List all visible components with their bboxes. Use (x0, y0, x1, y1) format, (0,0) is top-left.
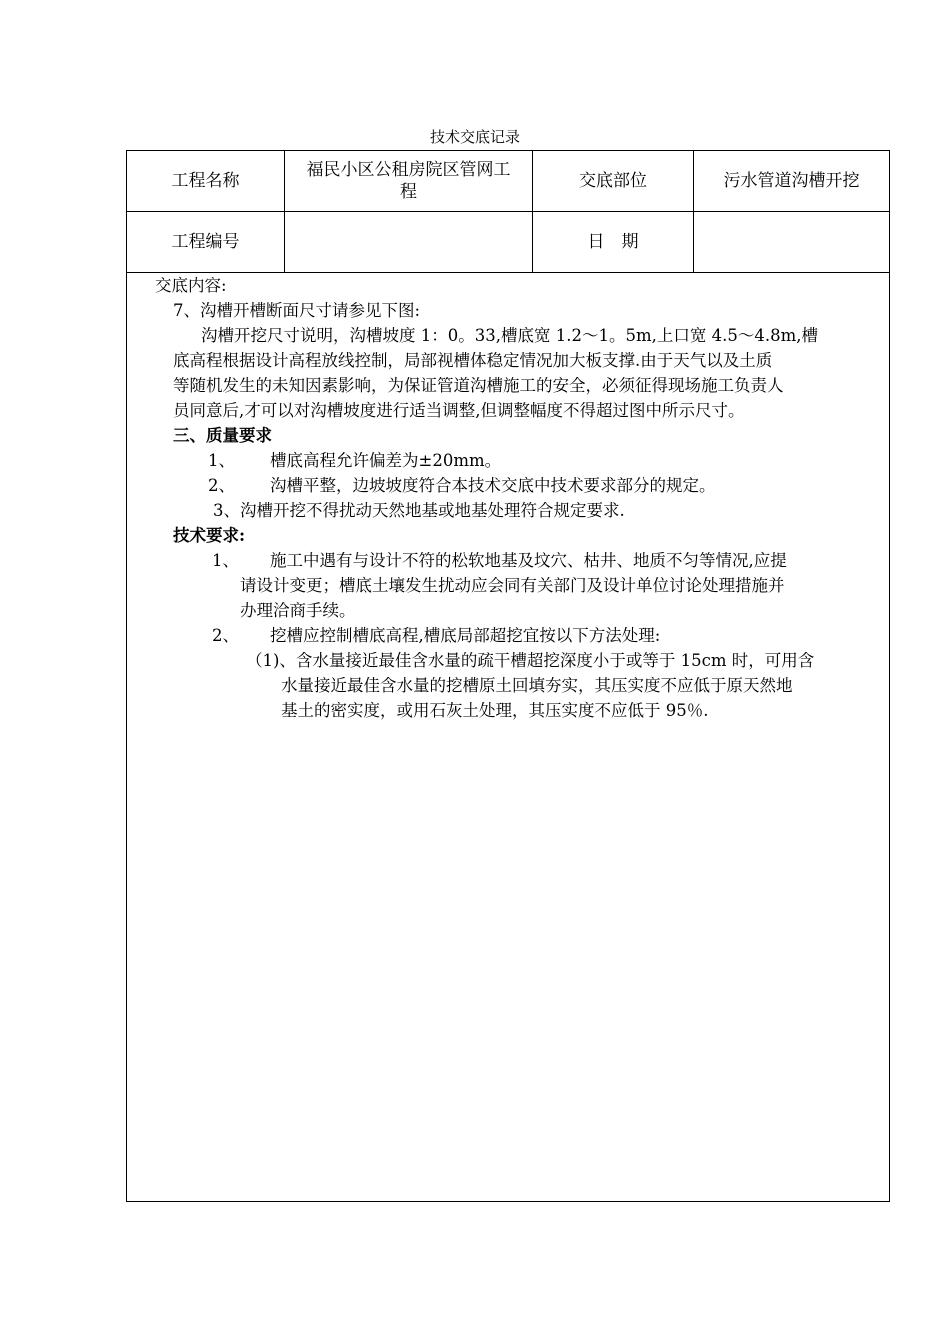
date-label: 日 期 (587, 232, 639, 252)
item-7: 7、沟槽开槽断面尺寸请参见下图: (173, 301, 421, 320)
tech-item-1-number: 1、 (212, 551, 239, 570)
project-name-line2: 程 (400, 182, 417, 202)
quality-item-3: 3、沟槽开挖不得扰动天然地基或地基处理符合规定要求. (213, 501, 625, 520)
project-name-value (285, 151, 532, 211)
project-no-label: 工程编号 (171, 232, 240, 252)
row-divider (127, 272, 889, 273)
document-title: 技术交底记录 (429, 128, 520, 146)
content-heading: 交底内容: (155, 276, 227, 295)
sub-item-line-2: 水量接近最佳含水量的挖槽原土回填夯实，其压实度不应低于原天然地 (281, 676, 793, 695)
project-no-value (285, 212, 532, 272)
sub-item-line-1: （1)、含水量接近最佳含水量的疏干槽超挖深度小于或等于 15cm 时，可用含 (246, 651, 815, 670)
paragraph-line-2: 底高程根据设计高程放线控制，局部视槽体稳定情况加大板支撑.由于天气以及土质 (173, 351, 773, 370)
sub-item-line-3: 基土的密实度，或用石灰土处理，其压实度不应低于 95％. (281, 701, 709, 720)
paragraph-line-4: 员同意后,才可以对沟槽坡度进行适当调整,但调整幅度不得超过图中所示尺寸。 (173, 401, 745, 420)
quality-item-2-number: 2、 (208, 476, 235, 495)
tech-item-1-line-1: 施工中遇有与设计不符的松软地基及坟穴、枯井、地质不匀等情况,应提 (270, 551, 787, 570)
paragraph-line-3: 等随机发生的未知因素影响，为保证管道沟槽施工的安全，必须征得现场施工负责人 (173, 376, 784, 395)
date-value (694, 212, 889, 272)
quality-item-1-text: 槽底高程允许偏差为±20mm。 (270, 451, 502, 470)
tech-heading: 技术要求: (173, 526, 246, 545)
project-name-label: 工程名称 (171, 171, 240, 191)
part-value: 污水管道沟槽开挖 (723, 171, 860, 191)
project-name-line1: 福民小区公租房院区管网工 (306, 160, 511, 180)
part-label: 交底部位 (579, 171, 647, 191)
quality-item-1-number: 1、 (208, 451, 235, 470)
tech-item-1-line-2: 请设计变更；槽底土壤发生扰动应会同有关部门及设计单位讨论处理措施并 (240, 576, 785, 595)
paragraph-line-1: 沟槽开挖尺寸说明，沟槽坡度 1：0。33,槽底宽 1.2～1。5m,上口宽 4.5～4.8m,槽 (201, 326, 818, 345)
tech-item-2-text: 挖槽应控制槽底高程,槽底局部超挖宜按以下方法处理: (270, 626, 661, 645)
tech-item-1-line-3: 办理洽商手续。 (240, 601, 356, 620)
quality-item-2-text: 沟槽平整，边坡坡度符合本技术交底中技术要求部分的规定。 (270, 476, 716, 495)
tech-item-2-number: 2、 (212, 626, 239, 645)
quality-heading: 三、质量要求 (173, 426, 272, 445)
